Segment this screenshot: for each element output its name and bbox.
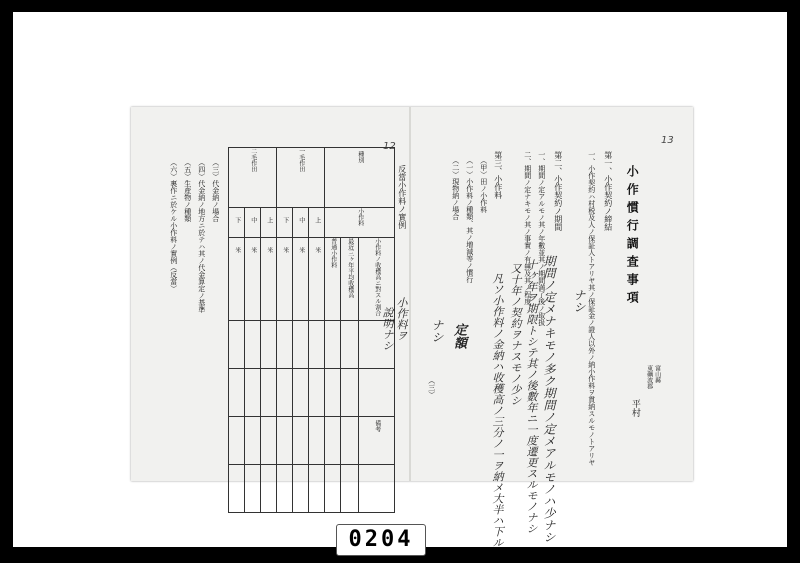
answer-3: 十ヶ年ヲ期限トシテ其ノ後數年ニ一度遷更スルモノナシ bbox=[525, 259, 538, 534]
answer-1: ナシ bbox=[572, 289, 586, 313]
answer-5: 凡ソ小作料ノ金納ハ收穫高ノ三分ノ一ヲ納メ大半ハ下ル bbox=[491, 273, 504, 548]
section-3-item-1: （一）小作料ノ種類、其ノ増減等ノ慣行 bbox=[465, 157, 474, 283]
section-2: 第二、小作契約ノ期間 bbox=[553, 151, 563, 231]
right-page-number: 13 bbox=[661, 135, 674, 146]
answer-4: 又十年ノ契約ヲナスモノ少シ bbox=[509, 263, 522, 406]
frame-number: 0204 bbox=[336, 524, 426, 556]
section-1: 第一、小作契約ノ締結 bbox=[603, 151, 613, 231]
cell-rice: 米 bbox=[297, 247, 305, 253]
header-rent: 小作料 bbox=[356, 208, 364, 226]
section-3: 第三、小作料 bbox=[493, 151, 503, 199]
subheader-avg-yield: 最近三ヶ年平均收穫高 bbox=[346, 238, 354, 298]
section-3-item-2: （二）現物納ノ場合 bbox=[451, 157, 460, 220]
cell-rice: 米 bbox=[265, 247, 273, 253]
section-2-item-2: 二、期間ノ定ナキモノ其ノ事實ノ有無及其ノ程度 bbox=[523, 151, 532, 305]
prefecture: 富山縣 bbox=[653, 365, 661, 383]
grade-mid-1: 中 bbox=[297, 217, 305, 223]
subheader-normal-rent: 普通小作料 bbox=[329, 238, 337, 268]
left-handwritten-2: 說明ナシ bbox=[381, 307, 394, 351]
cell-rice: 米 bbox=[313, 247, 321, 253]
left-item-3: （三）代金納ノ場合 bbox=[211, 159, 220, 222]
section-1-item: 一、小作契約ハ村税及人ノ保証人トアリヤ其ノ保証金ノ證人以外ノ納小作料ヲ貫納スルモノトアリヤ bbox=[587, 151, 596, 466]
grade-high-1: 上 bbox=[313, 217, 321, 223]
header-type: 種別 bbox=[356, 151, 364, 163]
cell-rice: 米 bbox=[249, 247, 257, 253]
left-page-number: 12 bbox=[383, 141, 396, 152]
microfilm-sheet bbox=[13, 12, 787, 552]
page-gutter bbox=[409, 107, 411, 481]
answer-2: 期間ノ定メナキモノ多ク期間ノ定メアルモノハ少ナシ bbox=[542, 255, 556, 543]
header-remarks: 備考 bbox=[373, 420, 381, 432]
grade-mid-2: 中 bbox=[249, 217, 257, 223]
answer-6: 定額 bbox=[451, 323, 466, 349]
subheader-ratio: 小作料ノ收穫高ニ對スル割合 bbox=[373, 238, 381, 316]
document-title: 小作慣行調査事項 bbox=[625, 165, 640, 309]
district: 東礪波郡 bbox=[645, 365, 653, 389]
cell-rice: 米 bbox=[281, 247, 289, 253]
grade-high-2: 上 bbox=[265, 217, 273, 223]
section-2-item-1: 一、期間ノ定アルモノ其ノ年數並其ノ期間満了後ノ取扱 bbox=[537, 151, 546, 326]
grade-low-1: 下 bbox=[281, 217, 289, 223]
cell-rice: 米 bbox=[233, 247, 241, 253]
rent-table bbox=[228, 147, 395, 513]
left-item-4: （四）代金納ノ地方ニ於テハ其ノ代金算定ノ基準 bbox=[197, 159, 206, 313]
left-item-6: （六）裏作ニ於ケル小作料ノ實例（反當） bbox=[169, 159, 178, 292]
row-label-second: 二毛作田 bbox=[249, 148, 257, 172]
table-heading: 反當小作料ノ實例 bbox=[397, 165, 407, 229]
row-label-first: 一毛作田 bbox=[297, 148, 305, 172]
answer-7: ナシ bbox=[430, 319, 444, 343]
left-item-5: （五）生産物ノ種類 bbox=[183, 159, 192, 222]
bracket-mark: （三） bbox=[427, 377, 436, 398]
grade-low-2: 下 bbox=[233, 217, 241, 223]
section-3-sub-a: （甲）田ノ小作料 bbox=[479, 157, 488, 213]
village: 平村 bbox=[629, 399, 640, 417]
left-handwritten-1: 小作料ヲ bbox=[395, 297, 408, 341]
